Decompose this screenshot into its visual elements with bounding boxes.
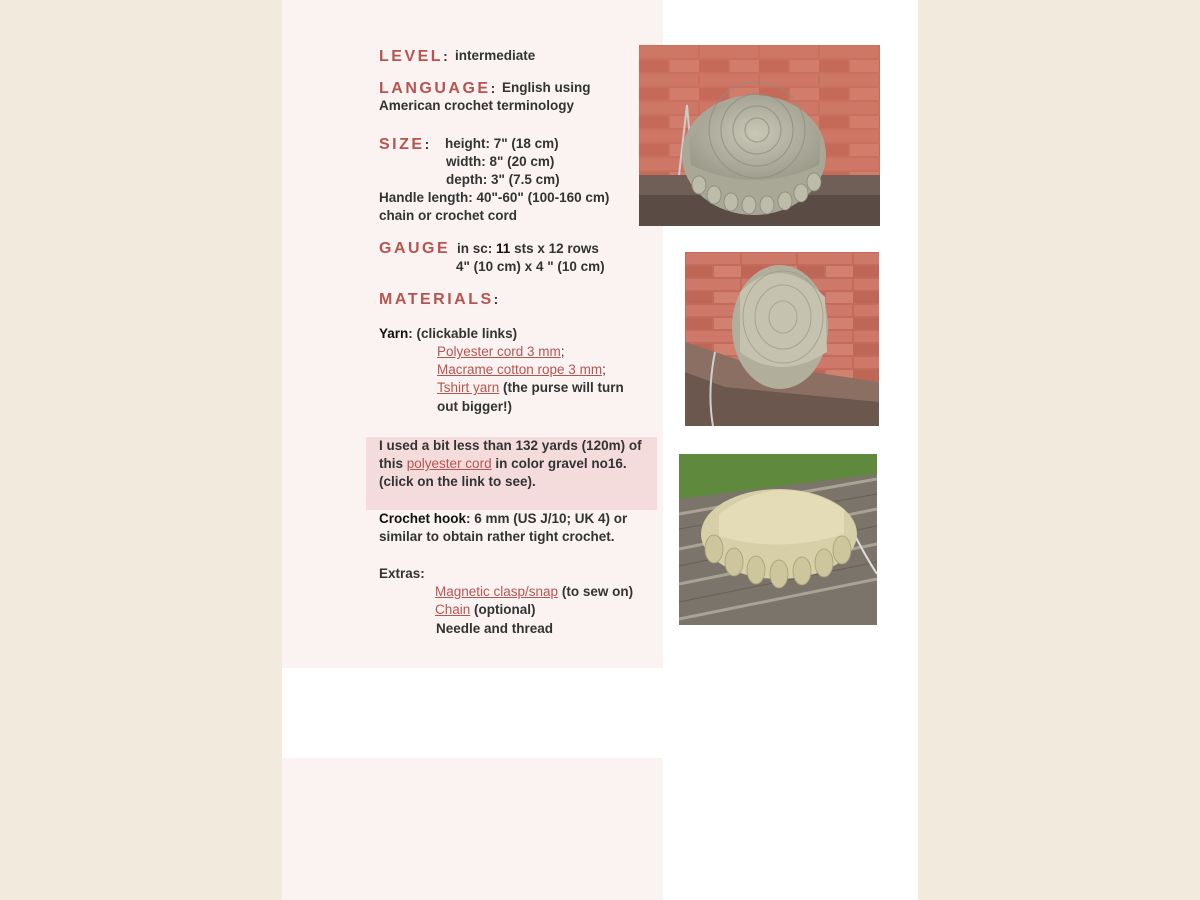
extras-label: Extras: [379,566,425,581]
photo-purse-side [685,252,879,426]
tshirt-yarn-link[interactable]: Tshirt yarn [437,380,500,395]
gauge-line1: in sc: 11 sts x 12 rows [457,241,599,256]
usage-line2: this polyester cord in color gravel no16. [379,456,627,471]
size-heading: SIZE: [379,136,430,153]
polyester-cord-link[interactable]: Polyester cord 3 mm [437,344,561,359]
yarn-line: Yarn: (clickable links) [379,326,518,341]
pattern-page [282,0,918,900]
materials-heading: MATERIALS: [379,291,499,308]
hook-line1: Crochet hook: 6 mm (US J/10; UK 4) or [379,511,628,526]
yarn-link1-row: Polyester cord 3 mm; [437,344,565,359]
language-value: English using [502,80,591,95]
chain-link[interactable]: Chain [435,602,471,617]
language-heading: LANGUAGE: [379,80,496,97]
magnetic-clasp-link[interactable]: Magnetic clasp/snap [435,584,559,599]
photo-purse-front [639,45,880,226]
extras-item2: Chain (optional) [435,602,536,617]
gauge-heading: GAUGE [379,240,451,257]
usage-line1: I used a bit less than 132 yards (120m) of [379,438,642,453]
handle-length: Handle length: 40"-60" (100-160 cm) [379,190,610,205]
hook-line2: similar to obtain rather tight crochet. [379,529,615,544]
language-value-2: American crochet terminology [379,98,575,113]
handle-type: chain or crochet cord [379,208,518,223]
usage-line3: (click on the link to see). [379,474,536,489]
macrame-rope-link[interactable]: Macrame cotton rope 3 mm [437,362,603,377]
extras-item1: Magnetic clasp/snap (to sew on) [435,584,634,599]
photo-purse-bench [679,454,877,625]
gauge-line2: 4" (10 cm) x 4 " (10 cm) [456,259,605,274]
level-value: intermediate [455,48,536,63]
size-width: width: 8" (20 cm) [446,154,555,169]
yarn-link2-row: Macrame cotton rope 3 mm; [437,362,606,377]
yarn-link3-row: Tshirt yarn (the purse will turn [437,380,624,395]
level-heading: LEVEL: [379,48,448,65]
size-height: height: 7" (18 cm) [445,136,559,151]
size-depth: depth: 3" (7.5 cm) [446,172,560,187]
yarn-link3-note: out bigger!) [437,399,512,414]
text-panel-lower [282,758,663,900]
polyester-cord-link-2[interactable]: polyester cord [406,456,492,471]
extras-item3: Needle and thread [436,621,554,636]
